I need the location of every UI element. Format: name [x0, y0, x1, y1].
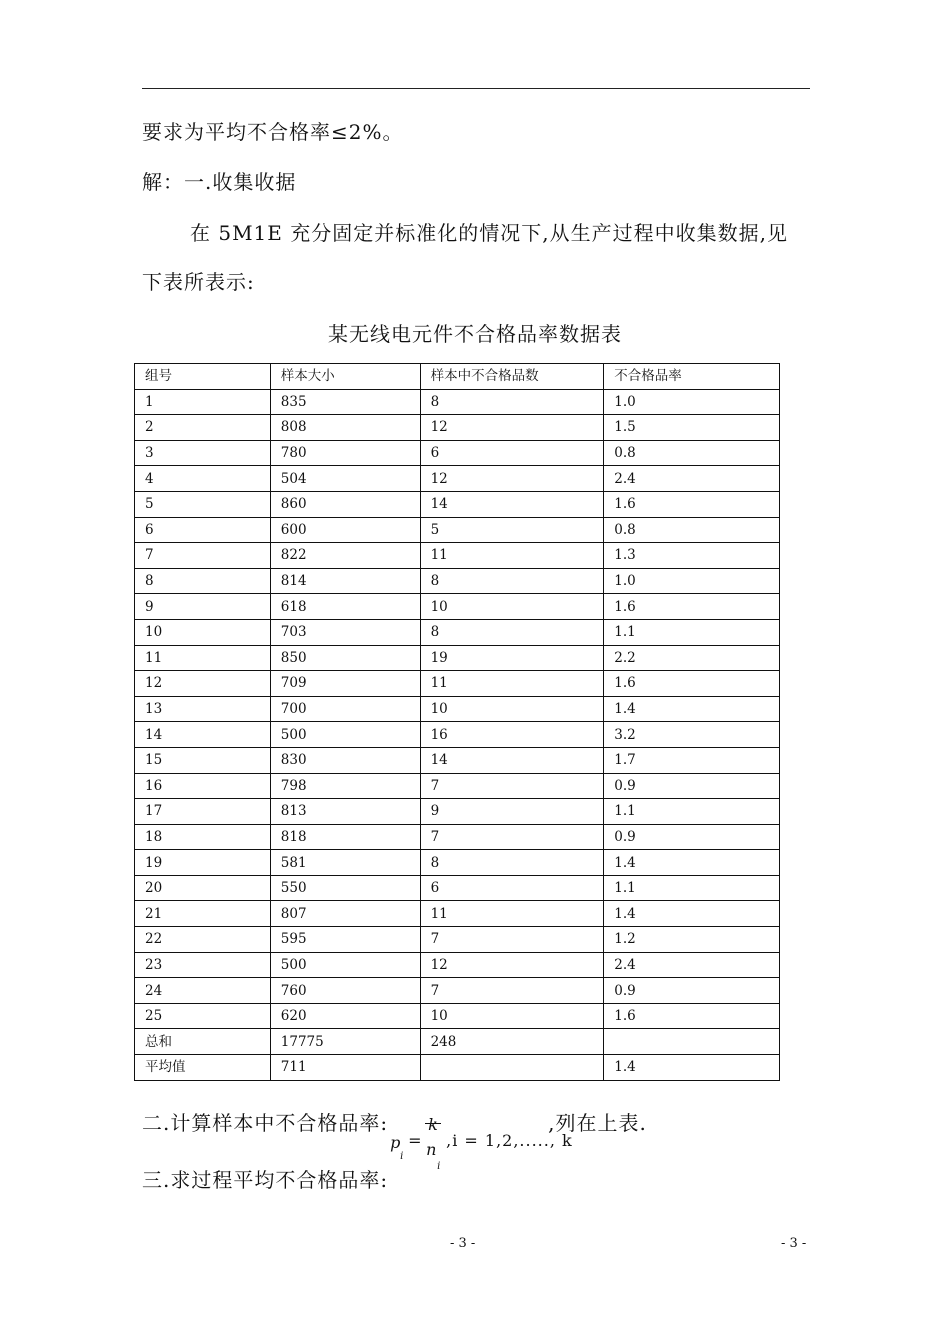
- table-cell: 1.5: [604, 415, 780, 441]
- table-cell: 1.2: [604, 927, 780, 953]
- table-cell: 11: [420, 671, 604, 697]
- table-row: [135, 517, 780, 543]
- table-cell: 10: [420, 594, 604, 620]
- table-cell: 0.9: [604, 773, 780, 799]
- table-cell: 11: [420, 543, 604, 569]
- table-cell: 22: [135, 927, 271, 953]
- header-group-no: 组号: [135, 364, 271, 390]
- table-row: [135, 901, 780, 927]
- table-cell: 2.4: [604, 952, 780, 978]
- table-row: [135, 927, 780, 953]
- table-cell: 14: [135, 722, 271, 748]
- table-cell: 581: [270, 850, 420, 876]
- table-cell: 8: [420, 389, 604, 415]
- table-cell: 5: [135, 491, 271, 517]
- header-defect-rate: 不合格品率: [604, 364, 780, 390]
- table-cell: 798: [270, 773, 420, 799]
- formula-equals: =: [408, 1130, 423, 1150]
- table-cell: 0.8: [604, 517, 780, 543]
- table-cell: 19: [135, 850, 271, 876]
- table-cell: 7: [420, 978, 604, 1004]
- table-cell: 12: [420, 952, 604, 978]
- table-cell: 14: [420, 491, 604, 517]
- table-cell: 703: [270, 619, 420, 645]
- formula-fraction-bar: [425, 1123, 441, 1124]
- table-cell: 1.0: [604, 389, 780, 415]
- formula-denominator: n: [426, 1139, 438, 1159]
- table-row: [135, 1055, 780, 1081]
- table-cell: 6: [135, 517, 271, 543]
- table-cell: 1.6: [604, 491, 780, 517]
- table-cell: 818: [270, 824, 420, 850]
- table-cell: 1.1: [604, 619, 780, 645]
- table-row: [135, 875, 780, 901]
- header-rule: [142, 88, 810, 89]
- table-cell: 618: [270, 594, 420, 620]
- table-cell: 1.6: [604, 1003, 780, 1029]
- page-number-center: - 3 -: [450, 1236, 476, 1251]
- table-row: [135, 619, 780, 645]
- table-cell: 7: [420, 773, 604, 799]
- table-cell: 2: [135, 415, 271, 441]
- solution-step-1: 解：一.收集收据: [142, 170, 297, 194]
- table-cell: 19: [420, 645, 604, 671]
- table-cell: 1.1: [604, 799, 780, 825]
- table-header-row: [135, 364, 780, 390]
- table-cell: 20: [135, 875, 271, 901]
- formula-index-range: ,i = 1,2,....., k: [446, 1130, 573, 1150]
- table-cell: 24: [135, 978, 271, 1004]
- header-sample-size: 样本大小: [270, 364, 420, 390]
- table-cell: 17775: [270, 1029, 420, 1055]
- table-cell: 4: [135, 466, 271, 492]
- formula-numerator: k: [428, 1114, 439, 1134]
- table-cell: 550: [270, 875, 420, 901]
- table-cell: 760: [270, 978, 420, 1004]
- table-cell: 1: [135, 389, 271, 415]
- table-row: [135, 1029, 780, 1055]
- table-cell: 11: [135, 645, 271, 671]
- defect-rate-formula: [388, 1100, 573, 1172]
- table-cell: 23: [135, 952, 271, 978]
- table-cell: 10: [420, 1003, 604, 1029]
- defect-rate-table: [134, 363, 780, 1081]
- formula-p: p: [390, 1132, 402, 1152]
- table-cell: 10: [420, 696, 604, 722]
- table-row: [135, 850, 780, 876]
- table-cell: 平均值: [135, 1055, 271, 1081]
- table-row: [135, 722, 780, 748]
- table-cell: 0.8: [604, 440, 780, 466]
- table-row: [135, 747, 780, 773]
- table-cell: 1.4: [604, 696, 780, 722]
- table-row: [135, 440, 780, 466]
- table-row: [135, 645, 780, 671]
- table-row: [135, 696, 780, 722]
- table-row: [135, 491, 780, 517]
- table-row: [135, 952, 780, 978]
- table-cell: 822: [270, 543, 420, 569]
- table-cell: 0.9: [604, 978, 780, 1004]
- table-row: [135, 671, 780, 697]
- table-row: [135, 466, 780, 492]
- table-row: [135, 568, 780, 594]
- table-cell: 16: [135, 773, 271, 799]
- table-cell: 500: [270, 952, 420, 978]
- table-row: [135, 594, 780, 620]
- table-cell: 6: [420, 440, 604, 466]
- table-cell: 3: [135, 440, 271, 466]
- table-cell: 12: [135, 671, 271, 697]
- table-cell: 12: [420, 466, 604, 492]
- table-cell: 7: [420, 927, 604, 953]
- table-row: [135, 773, 780, 799]
- table-cell: 1.6: [604, 671, 780, 697]
- table-cell: 16: [420, 722, 604, 748]
- formula-n-subscript: i: [437, 1160, 442, 1172]
- table-cell: 835: [270, 389, 420, 415]
- table-cell: 1.7: [604, 747, 780, 773]
- table-cell: 11: [420, 901, 604, 927]
- table-cell: 2.2: [604, 645, 780, 671]
- header-defect-count: 样本中不合格品数: [420, 364, 604, 390]
- table-cell: 813: [270, 799, 420, 825]
- table-row: [135, 389, 780, 415]
- table-cell: 620: [270, 1003, 420, 1029]
- step2-prefix: 二.计算样本中不合格品率:: [142, 1111, 389, 1135]
- table-cell: 830: [270, 747, 420, 773]
- table-row: [135, 799, 780, 825]
- table-cell: [420, 1055, 604, 1081]
- page-number-right: - 3 -: [781, 1236, 807, 1251]
- table-cell: 15: [135, 747, 271, 773]
- table-row: [135, 824, 780, 850]
- table-cell: 总和: [135, 1029, 271, 1055]
- table-cell: 850: [270, 645, 420, 671]
- table-cell: 807: [270, 901, 420, 927]
- requirement-line: 要求为平均不合格率≤2%。: [142, 120, 404, 144]
- table-cell: 1.6: [604, 594, 780, 620]
- table-cell: 808: [270, 415, 420, 441]
- table-row: [135, 1003, 780, 1029]
- table-cell: 1.4: [604, 901, 780, 927]
- table-cell: [604, 1029, 780, 1055]
- table-cell: 600: [270, 517, 420, 543]
- table-cell: 700: [270, 696, 420, 722]
- table-cell: 7: [135, 543, 271, 569]
- table-cell: 709: [270, 671, 420, 697]
- table-cell: 9: [420, 799, 604, 825]
- table-body: [135, 389, 780, 1080]
- table-cell: 7: [420, 824, 604, 850]
- table-cell: 8: [420, 568, 604, 594]
- step2-suffix: ,列在上表.: [548, 1111, 647, 1135]
- solution-step-3: 三.求过程平均不合格品率:: [142, 1168, 389, 1192]
- table-cell: 6: [420, 875, 604, 901]
- table-cell: 1.4: [604, 1055, 780, 1081]
- table-cell: 8: [420, 619, 604, 645]
- table-cell: 860: [270, 491, 420, 517]
- solution-step-2: [142, 1098, 647, 1172]
- table-title: 某无线电元件不合格品率数据表: [328, 322, 622, 346]
- table-cell: 1.0: [604, 568, 780, 594]
- table-cell: 9: [135, 594, 271, 620]
- table-cell: 504: [270, 466, 420, 492]
- table-cell: 595: [270, 927, 420, 953]
- table-cell: 21: [135, 901, 271, 927]
- paragraph-line-1: 在 5M1E 充分固定并标准化的情况下,从生产过程中收集数据,见: [190, 221, 788, 245]
- table-cell: 814: [270, 568, 420, 594]
- table-cell: 8: [135, 568, 271, 594]
- table-row: [135, 415, 780, 441]
- table-cell: 14: [420, 747, 604, 773]
- table-cell: 500: [270, 722, 420, 748]
- formula-p-subscript: i: [400, 1150, 405, 1162]
- table-cell: 0.9: [604, 824, 780, 850]
- table-cell: 248: [420, 1029, 604, 1055]
- table-cell: 711: [270, 1055, 420, 1081]
- table-cell: 18: [135, 824, 271, 850]
- table-cell: 12: [420, 415, 604, 441]
- table-cell: 8: [420, 850, 604, 876]
- table-cell: 1.4: [604, 850, 780, 876]
- table-cell: 1.1: [604, 875, 780, 901]
- paragraph-line-2: 下表所表示:: [142, 270, 255, 294]
- table-cell: 3.2: [604, 722, 780, 748]
- table-cell: 13: [135, 696, 271, 722]
- table-row: [135, 978, 780, 1004]
- table-cell: 780: [270, 440, 420, 466]
- table-cell: 25: [135, 1003, 271, 1029]
- table-cell: 1.3: [604, 543, 780, 569]
- table-cell: 17: [135, 799, 271, 825]
- table-cell: 10: [135, 619, 271, 645]
- table-cell: 5: [420, 517, 604, 543]
- table-row: [135, 543, 780, 569]
- table-cell: 2.4: [604, 466, 780, 492]
